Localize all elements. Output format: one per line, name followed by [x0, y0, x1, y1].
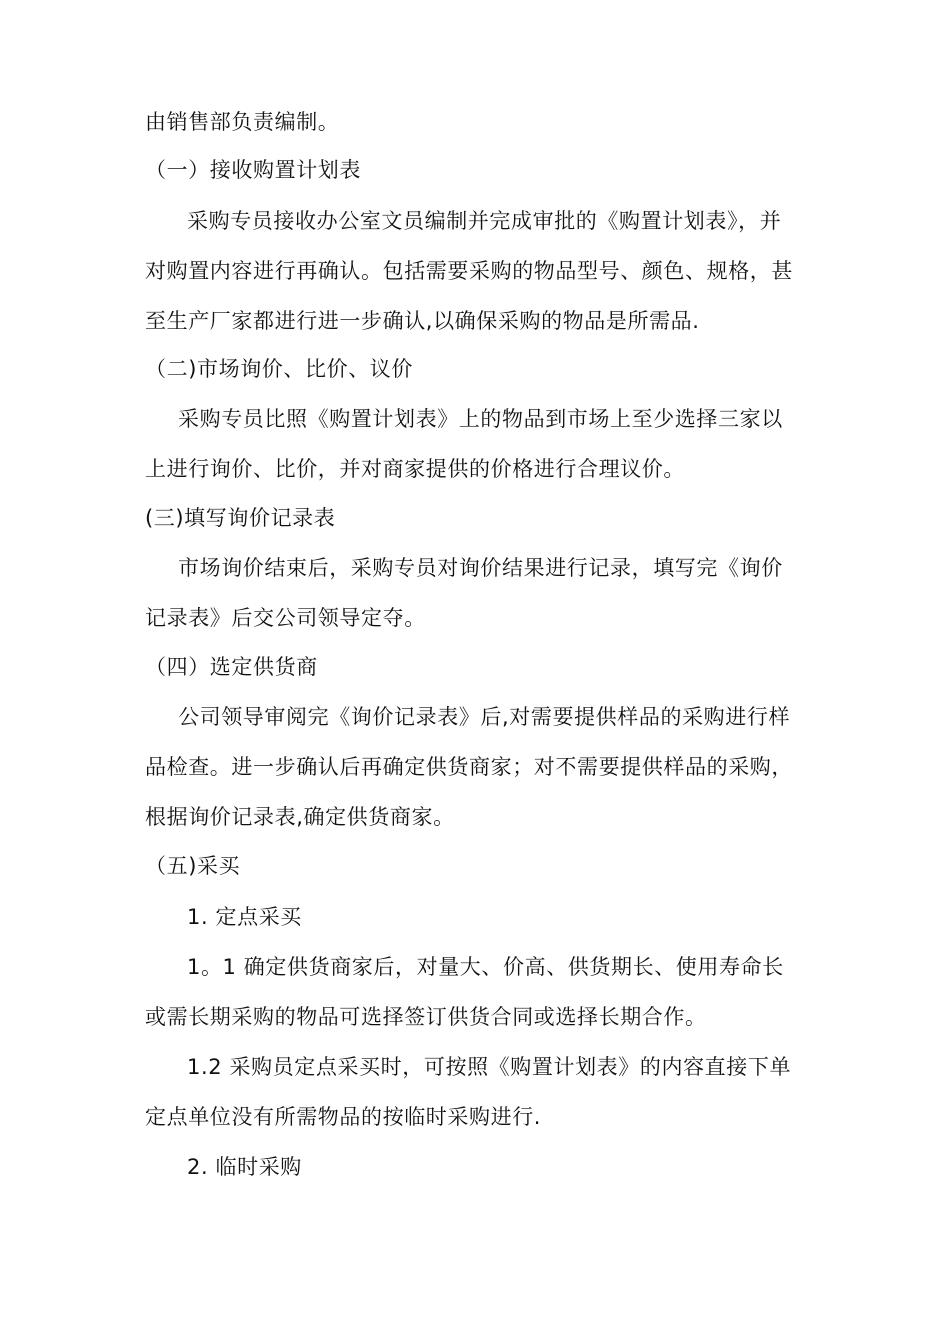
paragraph-line: 1。1 确定供货商家后，对量大、价高、供货期长、使用寿命长: [187, 955, 784, 979]
paragraph-line: 至生产厂家都进行进一步确认,以确保采购的物品是所需品.: [145, 309, 700, 333]
paragraph-line: 品检查。进一步确认后再确定供货商家；对不需要提供样品的采购，: [145, 755, 793, 779]
paragraph-line: 上进行询价、比价，并对商家提供的价格进行合理议价。: [145, 457, 685, 481]
paragraph-line: 采购专员比照《购置计划表》上的物品到市场上至少选择三家以: [178, 407, 783, 431]
paragraph-line: 根据询价记录表,确定供货商家。: [145, 805, 455, 829]
paragraph-line: 定点单位没有所需物品的按临时采购进行.: [145, 1105, 542, 1129]
paragraph-line: 1.2 采购员定点采买时，可按照《购置计划表》的内容直接下单: [187, 1055, 792, 1079]
subsection-heading-2: 2. 临时采购: [187, 1155, 302, 1179]
paragraph-line: 对购置内容进行再确认。包括需要采购的物品型号、颜色、规格，甚: [145, 259, 793, 283]
section-heading-4: （四）选定供货商: [145, 655, 318, 679]
paragraph-line: 公司领导审阅完《询价记录表》后,对需要提供样品的采购进行样: [178, 705, 791, 729]
paragraph-line: 采购专员接收办公室文员编制并完成审批的《购置计划表》，并: [187, 209, 782, 233]
paragraph-line: 由销售部负责编制。: [145, 110, 340, 134]
subsection-heading-1: 1. 定点采买: [187, 905, 302, 929]
paragraph-line: 市场询价结束后，采购专员对询价结果进行记录，填写完《询价: [178, 556, 783, 580]
section-heading-2: （二)市场询价、比价、议价: [145, 357, 413, 381]
paragraph-line: 记录表》后交公司领导定夺。: [145, 606, 426, 630]
section-heading-1: （一）接收购置计划表: [145, 158, 361, 182]
section-heading-5: （五)采买: [145, 854, 241, 878]
paragraph-line: 或需长期采购的物品可选择签订供货合同或选择长期合作。: [145, 1005, 707, 1029]
section-heading-3: (三)填写询价记录表: [145, 506, 336, 530]
